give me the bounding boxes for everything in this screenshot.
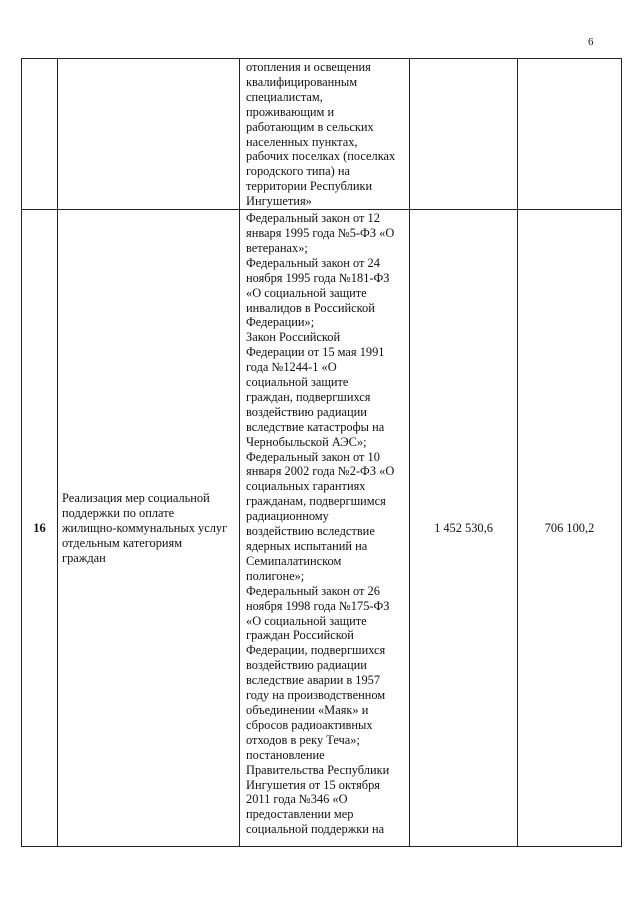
text-line: инвалидов в Российской [246,300,375,315]
legal-basis-lines [240,210,409,837]
text-line: рабочих поселках (поселках [246,149,396,164]
legal-basis-cell [240,210,410,847]
text-line: «О социальной защите [246,285,367,300]
text-line: году на производственном [246,688,386,703]
measure-name-cell [58,210,240,847]
measure-name-lines [58,134,239,135]
text-line: полигоне»; [246,568,305,583]
row-number-cell: 16 [22,210,58,847]
text-line: предоставлении мер [246,807,354,822]
legal-basis-lines [240,59,409,209]
legal-basis-cell [240,59,410,210]
text-line: проживающим и [246,104,335,119]
text-line: года №1244-1 «О [246,360,337,375]
text-line: ядерных испытаний на [246,539,368,553]
text-line: Федеральный закон от 24 [246,255,380,270]
amount-2-cell [518,59,622,210]
amount-1-cell [410,59,518,210]
text-line: работающим в сельских [246,119,374,134]
text-line: воздействию вследствие [246,524,375,539]
text-line: Федерации»; [246,315,315,330]
text-line: 2011 года №346 «О [246,792,348,807]
document-table [21,58,622,847]
row-number-cell [22,59,58,210]
text-line: Реализация мер социальной [62,491,210,506]
text-line: отходов в реку Теча»; [246,732,360,747]
text-line: Чернобыльской АЭС»; [246,434,367,449]
table-row [22,59,622,210]
text-line: социальных гарантиях [246,479,366,494]
text-line: Семипалатинском [246,553,342,568]
text-line: воздействию радиации [246,404,367,419]
text-line: гражданам, подвергшимся [246,494,386,509]
text-line: Ингушетия от 15 октября [246,777,380,792]
text-line: граждан, подвергшихся [246,389,371,404]
text-line: территории Республики [246,179,373,194]
text-line: вследствие катастрофы на [246,419,385,434]
text-line: ноября 1995 года №181-ФЗ [246,270,390,285]
text-line: воздействию радиации [246,658,367,673]
text-line: января 1995 года №5-ФЗ «О [246,225,395,240]
amount-1-cell: 1 452 530,6 [410,210,518,847]
page-number: 6 [588,36,594,48]
text-line: Закон Российской [246,330,341,345]
text-line: объединении «Маяк» и [246,702,369,717]
text-line: Федеральный закон от 12 [246,211,380,226]
text-line: ноября 1998 года №175-ФЗ [246,598,390,613]
text-line: социальной поддержки на [246,822,385,837]
text-line: Федерации, подвергшихся [246,643,386,658]
text-line: граждан Российской [246,628,354,643]
text-line: вследствие аварии в 1957 [246,673,381,688]
measure-name-cell [58,59,240,210]
text-line: Федеральный закон от 26 [246,583,380,598]
text-line: отопления и освещения [246,60,371,74]
text-line: поддержки по оплате [62,506,175,521]
text-line: января 2002 года №2-ФЗ «О [246,464,395,479]
text-line: населенных пунктах, [246,134,358,149]
text-line: «О социальной защите [246,613,367,628]
text-line: Федерации от 15 мая 1991 [246,345,385,360]
text-line: ветеранах»; [246,240,308,255]
table-row [22,210,622,847]
text-line: сбросов радиоактивных [246,717,373,732]
text-line: социальной защите [246,375,349,390]
measure-name-lines [58,490,239,566]
text-line: жилищно-коммунальных услуг [62,521,228,536]
text-line: отдельным категориям [62,536,183,551]
text-line: специалистам, [246,89,323,104]
text-line: граждан [62,550,106,565]
text-line: городского типа) на [246,164,350,179]
text-line: Федеральный закон от 10 [246,449,380,464]
text-line: радиационному [246,509,329,524]
amount-2-cell: 706 100,2 [518,210,622,847]
text-line: Правительства Республики [246,762,390,777]
text-line: квалифицированным [246,74,358,89]
text-line: постановление [246,747,325,762]
text-line: Ингушетия» [246,194,312,209]
